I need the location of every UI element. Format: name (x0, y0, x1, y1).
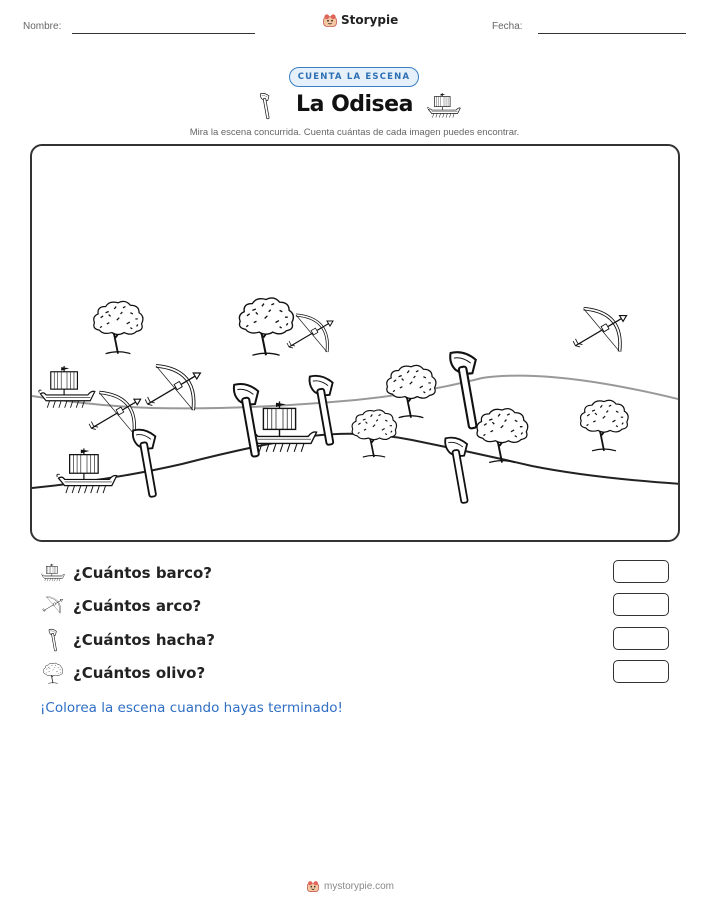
name-field-line[interactable] (72, 33, 255, 34)
coloring-instruction: ¡Colorea la escena cuando hayas terminado! (40, 700, 343, 716)
axe-icon (450, 352, 477, 429)
ship-icon (57, 448, 117, 493)
bow-icon (573, 309, 626, 352)
bow-icon (145, 366, 200, 410)
date-field-line[interactable] (538, 33, 686, 34)
ship-icon (41, 562, 65, 584)
brand-name: Storypie (341, 13, 399, 27)
ship-icon (427, 92, 461, 120)
question-text: ¿Cuántos barco? (73, 564, 212, 582)
page-subtitle: Mira la escena concurrida. Cuenta cuántas de cada imagen puedes encontrar. (189, 127, 520, 138)
axe-icon (445, 438, 468, 504)
answer-box-axe[interactable] (613, 627, 669, 650)
olive-tree-icon (94, 301, 143, 353)
question-text: ¿Cuántos olivo? (73, 664, 206, 682)
ship-icon (39, 366, 95, 408)
brand-logo (322, 12, 398, 28)
olive-tree-icon (387, 365, 436, 417)
axe-icon (46, 628, 60, 652)
footer-url: mystorypie.com (324, 880, 395, 892)
answer-box-olive-tree[interactable] (613, 660, 669, 683)
olive-tree-icon (239, 298, 293, 355)
question-row-olive-tree (40, 660, 205, 686)
hill-line-front (32, 434, 680, 488)
page-title: La Odisea (296, 92, 413, 117)
answer-box-ship[interactable] (613, 560, 669, 583)
storypie-logo-icon (322, 12, 338, 28)
olive-tree-icon (581, 400, 629, 451)
bow-icon (287, 315, 333, 352)
question-row-axe (40, 627, 215, 653)
activity-badge: CUENTA LA ESCENA (289, 67, 419, 87)
axe-icon (133, 430, 156, 497)
axe-icon (234, 384, 259, 457)
counting-scene (30, 144, 680, 542)
scene-illustration (32, 146, 680, 542)
footer (306, 879, 394, 893)
olive-tree-icon (41, 661, 65, 685)
bow-icon (42, 594, 64, 618)
question-text: ¿Cuántos hacha? (73, 631, 216, 649)
hill-line-back (32, 376, 680, 409)
bow-icon (89, 392, 141, 433)
storypie-logo-icon (306, 879, 320, 893)
question-row-bow (40, 593, 201, 619)
answer-box-bow[interactable] (613, 593, 669, 616)
question-row-ship (40, 560, 212, 586)
question-text: ¿Cuántos arco? (73, 597, 202, 615)
olive-tree-icon (352, 410, 396, 457)
date-label: Fecha: (492, 21, 523, 32)
name-label: Nombre: (23, 21, 62, 32)
ship-icon (249, 401, 317, 451)
